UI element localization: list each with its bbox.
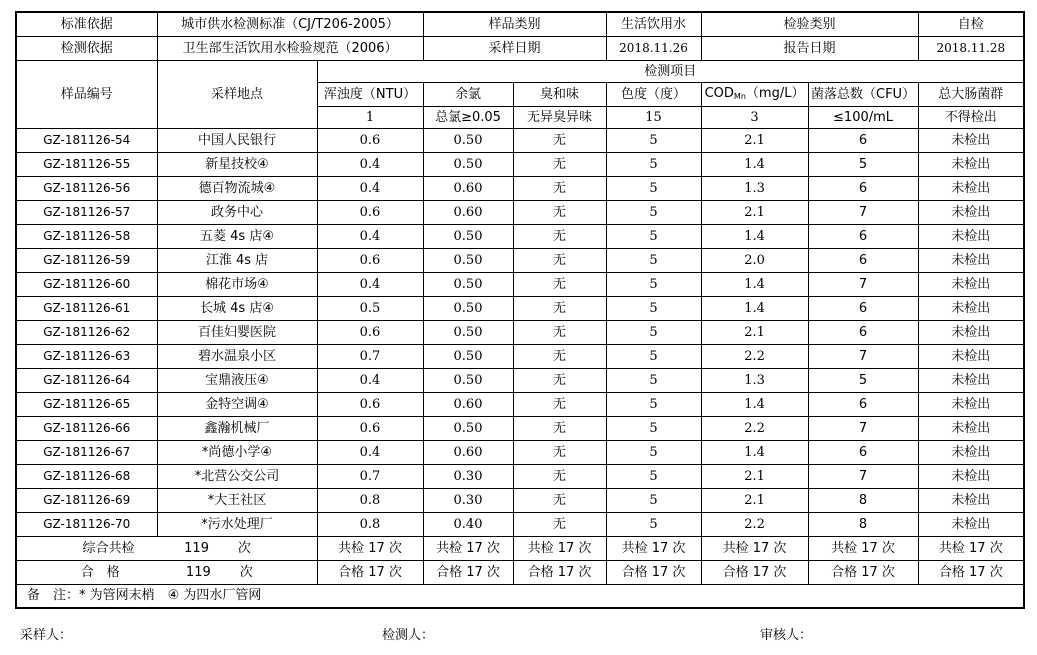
item-pass-cell: 合格 17 次 xyxy=(423,560,513,584)
table-row xyxy=(16,296,1024,320)
summary-total-count: 119 xyxy=(184,540,209,556)
location-cell: 政务中心 xyxy=(157,200,317,224)
turbidity-cell: 0.4 xyxy=(317,152,423,176)
header-row-1 xyxy=(16,12,1024,36)
odor-taste-cell: 无 xyxy=(513,368,606,392)
colony-count-cell: 7 xyxy=(808,272,918,296)
chroma-cell: 5 xyxy=(606,488,701,512)
cod-limit: 3 xyxy=(701,106,808,128)
residual-chlorine-cell: 0.50 xyxy=(423,248,513,272)
report-sheet xyxy=(15,11,1025,609)
residual-chlorine-cell: 0.60 xyxy=(423,200,513,224)
reviewer-signature: 审核人： xyxy=(760,628,813,643)
residual-chlorine-cell: 0.50 xyxy=(423,128,513,152)
sample-id-cell: GZ-181126-54 xyxy=(16,128,157,152)
turbidity-cell: 0.4 xyxy=(317,440,423,464)
turbidity-cell: 0.7 xyxy=(317,344,423,368)
odor-taste-cell: 无 xyxy=(513,296,606,320)
cod-cell: 2.1 xyxy=(701,128,808,152)
item-total-cell: 共检 17 次 xyxy=(606,536,701,560)
table-row xyxy=(16,320,1024,344)
table-row xyxy=(16,176,1024,200)
chroma-cell: 5 xyxy=(606,368,701,392)
colony-count-cell: 6 xyxy=(808,296,918,320)
location-cell: 金特空调④ xyxy=(157,392,317,416)
residual-chlorine-cell: 0.30 xyxy=(423,488,513,512)
coliform-cell: 未检出 xyxy=(918,128,1024,152)
cod-header xyxy=(701,82,808,106)
coliform-cell: 未检出 xyxy=(918,416,1024,440)
odor-taste-cell: 无 xyxy=(513,320,606,344)
odor-taste-cell: 无 xyxy=(513,416,606,440)
sample-id-cell: GZ-181126-67 xyxy=(16,440,157,464)
coliform-cell: 未检出 xyxy=(918,320,1024,344)
odor-taste-cell: 无 xyxy=(513,488,606,512)
residual-chlorine-cell: 0.60 xyxy=(423,440,513,464)
item-total-cell: 共检 17 次 xyxy=(918,536,1024,560)
cod-subscript: Mn xyxy=(733,92,746,101)
turbidity-cell: 0.6 xyxy=(317,320,423,344)
odor-taste-cell: 无 xyxy=(513,392,606,416)
odor-taste-cell: 无 xyxy=(513,248,606,272)
coliform-cell: 未检出 xyxy=(918,488,1024,512)
item-pass-cell: 合格 17 次 xyxy=(513,560,606,584)
test-basis-label: 检测依据 xyxy=(16,36,157,60)
coliform-cell: 未检出 xyxy=(918,296,1024,320)
sampling-date-label: 采样日期 xyxy=(423,36,606,60)
residual-chlorine-cell: 0.60 xyxy=(423,176,513,200)
residual-chlorine-cell: 0.30 xyxy=(423,464,513,488)
table-row xyxy=(16,248,1024,272)
note-text: 备 注：* 为管网末梢 ④ 为四水厂管网 xyxy=(16,584,1024,608)
location-cell: 百佳妇婴医院 xyxy=(157,320,317,344)
sample-category-value: 生活饮用水 xyxy=(606,12,701,36)
coliform-cell: 未检出 xyxy=(918,392,1024,416)
location-cell: 碧水温泉小区 xyxy=(157,344,317,368)
standard-basis-value: 城市供水检测标准（CJ/T206-2005） xyxy=(157,12,423,36)
summary-total-label: 综合共检 xyxy=(82,540,135,556)
cod-prefix: COD xyxy=(704,86,734,101)
test-basis-value: 卫生部生活饮用水检验规范（2006） xyxy=(157,36,423,60)
coliform-limit: 不得检出 xyxy=(918,106,1024,128)
residual-chlorine-cell: 0.50 xyxy=(423,344,513,368)
odor-taste-header: 臭和味 xyxy=(513,82,606,106)
table-row xyxy=(16,464,1024,488)
cod-cell: 2.1 xyxy=(701,200,808,224)
colony-count-cell: 6 xyxy=(808,128,918,152)
summary-pass-label: 合 格 xyxy=(80,564,120,580)
turbidity-cell: 0.6 xyxy=(317,128,423,152)
turbidity-cell: 0.7 xyxy=(317,464,423,488)
sample-id-cell: GZ-181126-68 xyxy=(16,464,157,488)
sample-id-cell: GZ-181126-63 xyxy=(16,344,157,368)
cod-cell: 1.4 xyxy=(701,272,808,296)
items-group-row xyxy=(16,60,1024,82)
chroma-cell: 5 xyxy=(606,512,701,536)
chroma-cell: 5 xyxy=(606,320,701,344)
location-cell: 五菱 4s 店④ xyxy=(157,224,317,248)
location-cell: 江淮 4s 店 xyxy=(157,248,317,272)
sample-id-cell: GZ-181126-69 xyxy=(16,488,157,512)
summary-total-unit: 次 xyxy=(237,540,251,556)
chroma-cell: 5 xyxy=(606,416,701,440)
table-row xyxy=(16,152,1024,176)
sample-category-label: 样品类别 xyxy=(423,12,606,36)
odor-taste-cell: 无 xyxy=(513,464,606,488)
sample-id-cell: GZ-181126-66 xyxy=(16,416,157,440)
residual-chlorine-cell: 0.50 xyxy=(423,416,513,440)
test-items-header: 检测项目 xyxy=(317,60,1024,82)
table-row xyxy=(16,440,1024,464)
summary-total-row xyxy=(16,536,1024,560)
turbidity-cell: 0.6 xyxy=(317,392,423,416)
odor-taste-limit: 无异臭异味 xyxy=(513,106,606,128)
sampling-date-value: 2018.11.26 xyxy=(606,36,701,60)
coliform-cell: 未检出 xyxy=(918,344,1024,368)
item-total-cell: 共检 17 次 xyxy=(317,536,423,560)
table-row xyxy=(16,416,1024,440)
cod-cell: 2.1 xyxy=(701,488,808,512)
residual-chlorine-cell: 0.60 xyxy=(423,392,513,416)
table-row xyxy=(16,488,1024,512)
chroma-cell: 5 xyxy=(606,128,701,152)
sample-id-cell: GZ-181126-61 xyxy=(16,296,157,320)
residual-chlorine-header: 余氯 xyxy=(423,82,513,106)
table-row xyxy=(16,344,1024,368)
cod-cell: 2.2 xyxy=(701,512,808,536)
odor-taste-cell: 无 xyxy=(513,176,606,200)
location-cell: *污水处理厂 xyxy=(157,512,317,536)
colony-count-cell: 8 xyxy=(808,512,918,536)
location-cell: 宝鼎液压④ xyxy=(157,368,317,392)
location-cell: 新星技校④ xyxy=(157,152,317,176)
odor-taste-cell: 无 xyxy=(513,224,606,248)
turbidity-cell: 0.4 xyxy=(317,272,423,296)
note-row xyxy=(16,584,1024,608)
residual-chlorine-limit: 总氯≥0.05 xyxy=(423,106,513,128)
sampler-signature: 采样人： xyxy=(20,628,73,643)
cod-cell: 2.1 xyxy=(701,464,808,488)
summary-pass-count: 119 xyxy=(185,564,211,580)
item-total-cell: 共检 17 次 xyxy=(808,536,918,560)
location-cell: *尚德小学④ xyxy=(157,440,317,464)
coliform-cell: 未检出 xyxy=(918,224,1024,248)
colony-count-limit: ≤100/mL xyxy=(808,106,918,128)
cod-cell: 2.0 xyxy=(701,248,808,272)
standard-basis-label: 标准依据 xyxy=(16,12,157,36)
location-cell: *大王社区 xyxy=(157,488,317,512)
location-cell: 德百物流城④ xyxy=(157,176,317,200)
turbidity-cell: 0.4 xyxy=(317,224,423,248)
chroma-cell: 5 xyxy=(606,200,701,224)
item-pass-cell: 合格 17 次 xyxy=(701,560,808,584)
odor-taste-cell: 无 xyxy=(513,128,606,152)
table-row xyxy=(16,392,1024,416)
colony-count-cell: 8 xyxy=(808,488,918,512)
location-header: 采样地点 xyxy=(157,60,317,128)
sample-id-cell: GZ-181126-62 xyxy=(16,320,157,344)
turbidity-cell: 0.8 xyxy=(317,512,423,536)
coliform-cell: 未检出 xyxy=(918,248,1024,272)
coliform-cell: 未检出 xyxy=(918,512,1024,536)
colony-count-cell: 7 xyxy=(808,200,918,224)
turbidity-cell: 0.5 xyxy=(317,296,423,320)
odor-taste-cell: 无 xyxy=(513,152,606,176)
colony-count-cell: 7 xyxy=(808,464,918,488)
turbidity-cell: 0.4 xyxy=(317,176,423,200)
table-row xyxy=(16,128,1024,152)
chroma-cell: 5 xyxy=(606,344,701,368)
chroma-cell: 5 xyxy=(606,248,701,272)
coliform-cell: 未检出 xyxy=(918,272,1024,296)
chroma-limit: 15 xyxy=(606,106,701,128)
chroma-cell: 5 xyxy=(606,272,701,296)
item-total-cell: 共检 17 次 xyxy=(513,536,606,560)
cod-cell: 2.2 xyxy=(701,344,808,368)
sample-id-cell: GZ-181126-60 xyxy=(16,272,157,296)
colony-count-cell: 6 xyxy=(808,320,918,344)
coliform-cell: 未检出 xyxy=(918,176,1024,200)
cod-cell: 1.4 xyxy=(701,224,808,248)
turbidity-limit: 1 xyxy=(317,106,423,128)
table-row xyxy=(16,224,1024,248)
sample-id-cell: GZ-181126-56 xyxy=(16,176,157,200)
header-row-2 xyxy=(16,36,1024,60)
inspection-type-label: 检验类别 xyxy=(701,12,918,36)
cod-cell: 1.3 xyxy=(701,368,808,392)
table-row xyxy=(16,512,1024,536)
odor-taste-cell: 无 xyxy=(513,440,606,464)
colony-count-cell: 6 xyxy=(808,440,918,464)
chroma-cell: 5 xyxy=(606,176,701,200)
chroma-cell: 5 xyxy=(606,440,701,464)
summary-pass-cell xyxy=(16,560,317,584)
residual-chlorine-cell: 0.50 xyxy=(423,368,513,392)
inspection-type-value: 自检 xyxy=(918,12,1024,36)
item-total-cell: 共检 17 次 xyxy=(701,536,808,560)
location-cell: 鑫瀚机械厂 xyxy=(157,416,317,440)
table-row xyxy=(16,368,1024,392)
sample-id-header: 样品编号 xyxy=(16,60,157,128)
chroma-cell: 5 xyxy=(606,152,701,176)
residual-chlorine-cell: 0.50 xyxy=(423,224,513,248)
sample-id-cell: GZ-181126-64 xyxy=(16,368,157,392)
colony-count-cell: 5 xyxy=(808,368,918,392)
odor-taste-cell: 无 xyxy=(513,512,606,536)
odor-taste-cell: 无 xyxy=(513,272,606,296)
chroma-cell: 5 xyxy=(606,464,701,488)
turbidity-cell: 0.6 xyxy=(317,248,423,272)
cod-cell: 1.4 xyxy=(701,152,808,176)
residual-chlorine-cell: 0.50 xyxy=(423,320,513,344)
colony-count-cell: 5 xyxy=(808,152,918,176)
colony-count-cell: 7 xyxy=(808,416,918,440)
coliform-header: 总大肠菌群 xyxy=(918,82,1024,106)
summary-pass-unit: 次 xyxy=(239,564,253,580)
coliform-cell: 未检出 xyxy=(918,200,1024,224)
cod-cell: 2.2 xyxy=(701,416,808,440)
sample-id-cell: GZ-181126-58 xyxy=(16,224,157,248)
odor-taste-cell: 无 xyxy=(513,344,606,368)
cod-cell: 2.1 xyxy=(701,320,808,344)
coliform-cell: 未检出 xyxy=(918,152,1024,176)
cod-cell: 1.3 xyxy=(701,176,808,200)
sample-id-cell: GZ-181126-70 xyxy=(16,512,157,536)
item-total-cell: 共检 17 次 xyxy=(423,536,513,560)
coliform-cell: 未检出 xyxy=(918,368,1024,392)
residual-chlorine-cell: 0.50 xyxy=(423,272,513,296)
coliform-cell: 未检出 xyxy=(918,464,1024,488)
report-date-value: 2018.11.28 xyxy=(918,36,1024,60)
colony-count-cell: 6 xyxy=(808,224,918,248)
residual-chlorine-cell: 0.50 xyxy=(423,296,513,320)
turbidity-header: 浑浊度（NTU） xyxy=(317,82,423,106)
colony-count-cell: 7 xyxy=(808,344,918,368)
odor-taste-cell: 无 xyxy=(513,200,606,224)
report-table xyxy=(15,11,1025,609)
item-pass-cell: 合格 17 次 xyxy=(317,560,423,584)
table-row xyxy=(16,200,1024,224)
cod-cell: 1.4 xyxy=(701,296,808,320)
cod-cell: 1.4 xyxy=(701,440,808,464)
item-pass-cell: 合格 17 次 xyxy=(918,560,1024,584)
location-cell: *北营公交公司 xyxy=(157,464,317,488)
turbidity-cell: 0.4 xyxy=(317,368,423,392)
tester-signature: 检测人： xyxy=(382,628,435,643)
table-row xyxy=(16,272,1024,296)
turbidity-cell: 0.6 xyxy=(317,416,423,440)
turbidity-cell: 0.8 xyxy=(317,488,423,512)
chroma-header: 色度（度） xyxy=(606,82,701,106)
sample-id-cell: GZ-181126-59 xyxy=(16,248,157,272)
location-cell: 中国人民银行 xyxy=(157,128,317,152)
location-cell: 棉花市场④ xyxy=(157,272,317,296)
colony-count-cell: 6 xyxy=(808,176,918,200)
cod-cell: 1.4 xyxy=(701,392,808,416)
colony-count-header: 菌落总数（CFU） xyxy=(808,82,918,106)
summary-total-cell xyxy=(16,536,317,560)
chroma-cell: 5 xyxy=(606,392,701,416)
chroma-cell: 5 xyxy=(606,224,701,248)
chroma-cell: 5 xyxy=(606,296,701,320)
colony-count-cell: 6 xyxy=(808,392,918,416)
residual-chlorine-cell: 0.40 xyxy=(423,512,513,536)
residual-chlorine-cell: 0.50 xyxy=(423,152,513,176)
sample-id-cell: GZ-181126-57 xyxy=(16,200,157,224)
report-date-label: 报告日期 xyxy=(701,36,918,60)
data-rows xyxy=(16,128,1024,536)
sample-id-cell: GZ-181126-65 xyxy=(16,392,157,416)
colony-count-cell: 6 xyxy=(808,248,918,272)
item-pass-cell: 合格 17 次 xyxy=(606,560,701,584)
coliform-cell: 未检出 xyxy=(918,440,1024,464)
summary-pass-row xyxy=(16,560,1024,584)
cod-suffix: （mg/L） xyxy=(745,86,805,101)
sample-id-cell: GZ-181126-55 xyxy=(16,152,157,176)
item-pass-cell: 合格 17 次 xyxy=(808,560,918,584)
location-cell: 长城 4s 店④ xyxy=(157,296,317,320)
turbidity-cell: 0.6 xyxy=(317,200,423,224)
